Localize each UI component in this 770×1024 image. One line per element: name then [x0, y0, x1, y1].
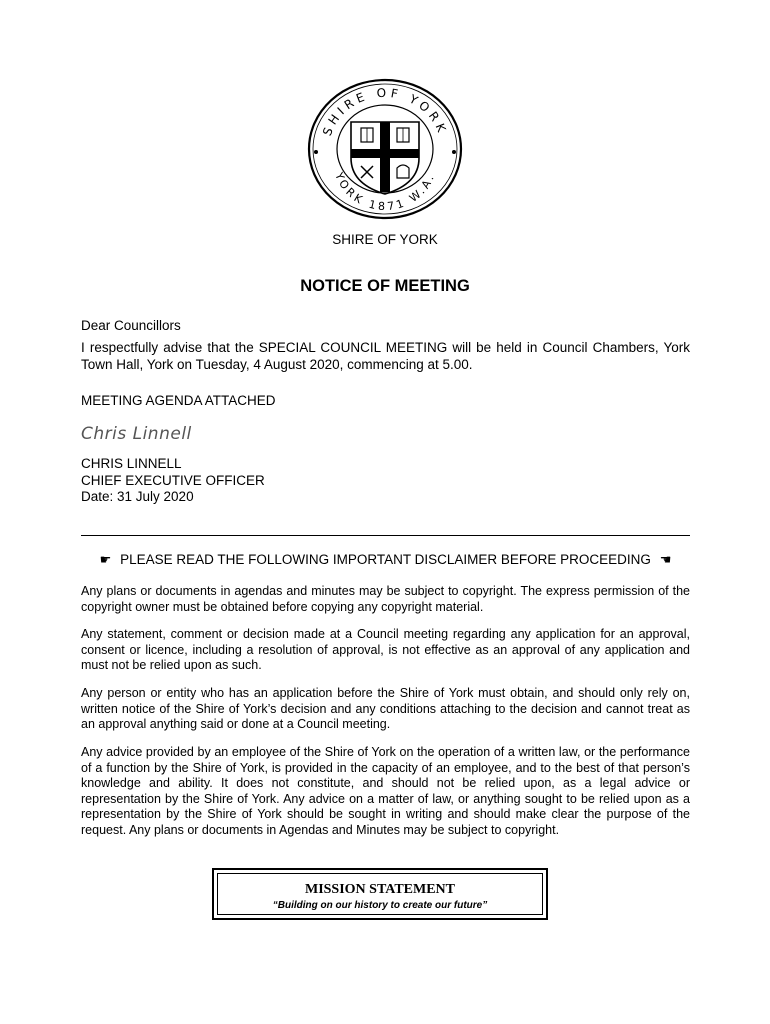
disclaimer-paragraph-approval: Any statement, comment or decision made at a Council meeting regarding any application for an approval, consent or licence, including a resolution of approval, is not effective as an approval of any application and must not be relied upon as such. — [81, 627, 690, 672]
seal-shield-icon — [351, 122, 419, 194]
signer-name: CHRIS LINNELL — [81, 456, 182, 471]
mission-statement-inner — [217, 873, 543, 915]
disclaimer-paragraph-advice: Any advice provided by an employee of the Shire of York on the operation of a written law, or the performance of a function by the Shire of York, is provided in the capacity of an employee, and to the best of that person’s knowledge and ability. It does not constitute, and should not be relied upon, as a legal advice or representation by the Shire of York. Any advice on a matter of law, or anything sought to be relied upon as a representation by the Shire of York should be sought in writing and should make clear the purpose of the request. Any plans or documents in Agendas and Minutes may be subject to copyright. — [81, 745, 690, 837]
mission-quote: “Building on our history to create our future” — [272, 900, 488, 911]
disclaimer-paragraph-written-notice: Any person or entity who has an application before the Shire of York must obtain, and should only rely on, written notice of the Shire of York’s decision and any conditions attaching to the decision and cannot treat as an approval anything said or done at a Council meeting. — [81, 686, 690, 731]
notice-title: NOTICE OF MEETING — [300, 277, 470, 295]
mission-statement-box — [212, 868, 548, 920]
pointing-hand-icon: ☚ — [659, 552, 672, 567]
seal-graphic — [303, 76, 467, 222]
disclaimer-paragraph-copyright: Any plans or documents in agendas and minutes may be subject to copyright. The express permission of the copyright owner must be obtained before copying any copyright material. — [81, 584, 690, 614]
letter-date: Date: 31 July 2020 — [81, 489, 194, 504]
seal-text-top: SHIRE OF YORK — [320, 85, 450, 138]
meeting-intro: I respectfully advise that the SPECIAL COUNCIL MEETING will be held in Council Chambers, York Town Hall, York on Tuesday, 4 August 2020, commencing at 5.00. — [81, 340, 690, 372]
salutation: Dear Councillors — [81, 318, 181, 333]
signer-block — [81, 456, 690, 506]
shire-seal-logo — [303, 76, 467, 222]
signer-title: CHIEF EXECUTIVE OFFICER — [81, 472, 265, 488]
section-divider — [81, 535, 690, 536]
pointing-hand-icon: ☛ — [99, 552, 112, 567]
handwritten-signature: Chris Linnell — [81, 424, 192, 444]
mission-title: MISSION STATEMENT — [304, 882, 455, 897]
disclaimer-heading — [81, 552, 690, 568]
disclaimer-heading-text: PLEASE READ THE FOLLOWING IMPORTANT DISCLAIMER BEFORE PROCEEDING — [120, 552, 651, 567]
seal-text-bottom: YORK 1871 W.A. — [332, 170, 438, 214]
council-name: SHIRE OF YORK — [332, 232, 438, 247]
agenda-note: MEETING AGENDA ATTACHED — [81, 393, 276, 408]
